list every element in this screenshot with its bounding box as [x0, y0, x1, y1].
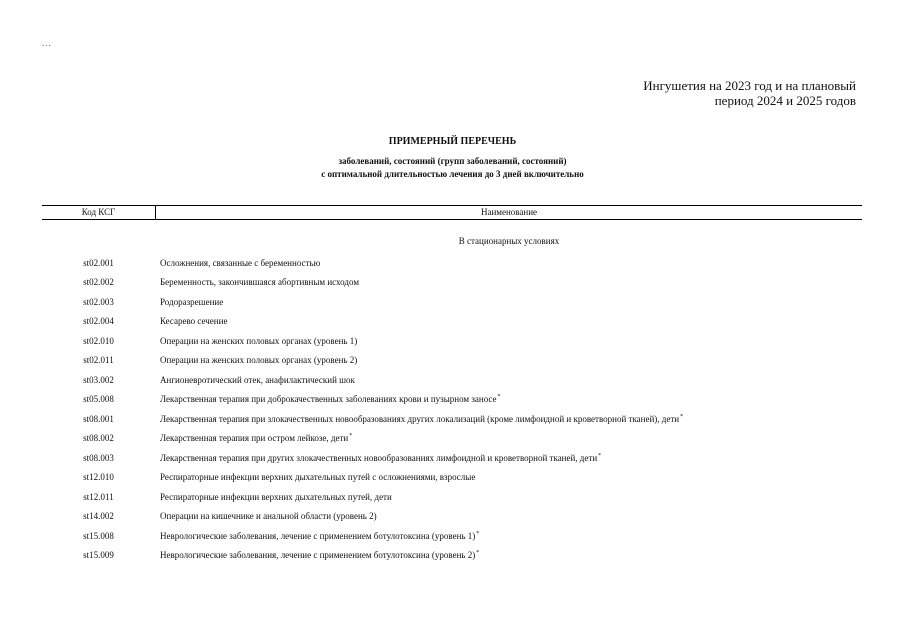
document-subtitle	[0, 155, 905, 181]
row-code: st12.010	[83, 472, 114, 483]
row-name-text: Операции на женских половых органах (уровень 2)	[160, 355, 358, 366]
column-header-code: Код КСГ	[42, 206, 156, 219]
row-name	[155, 492, 393, 502]
table-row	[42, 292, 872, 312]
row-name	[155, 394, 501, 404]
row-name-text: Кесарево сечение	[160, 316, 228, 327]
table-row	[42, 351, 872, 371]
footnote-marker: *	[476, 550, 480, 557]
row-name	[155, 316, 228, 326]
row-code: st12.011	[83, 491, 114, 502]
table-row	[42, 370, 872, 390]
table-row	[42, 526, 872, 546]
table-header	[42, 205, 862, 220]
row-code: st02.001	[83, 257, 114, 268]
row-code: st02.010	[83, 335, 114, 346]
page-mark: ...	[42, 38, 52, 48]
row-name	[155, 472, 476, 482]
row-code: st02.004	[83, 316, 114, 327]
table-row	[42, 429, 872, 449]
row-name	[155, 531, 479, 541]
row-name	[155, 433, 352, 443]
table-row	[42, 546, 872, 566]
row-name-text: Лекарственная терапия при других злокачественных новообразованиях лимфоидной и кроветворной тканей, дети	[160, 452, 598, 463]
row-code: st03.002	[83, 374, 114, 385]
row-name-text: Операции на кишечнике и анальной области (уровень 2)	[160, 511, 377, 522]
header-line-1: Ингушетия на 2023 год и на плановый	[643, 78, 856, 93]
table-row	[42, 312, 872, 332]
row-name	[155, 277, 360, 287]
table-row	[42, 273, 872, 293]
document-title: ПРИМЕРНЫЙ ПЕРЕЧЕНЬ	[388, 136, 517, 147]
row-code: st08.002	[83, 433, 114, 444]
row-name	[155, 297, 224, 307]
row-name-text: Операции на женских половых органах (уровень 1)	[160, 335, 358, 346]
table-row	[42, 390, 872, 410]
row-name-text: Лекарственная терапия при злокачественных новообразованиях других локализаций (кроме лимфоидной и кроветворной тканей), дети	[160, 413, 680, 424]
column-header-name: Наименование	[480, 207, 538, 217]
section-heading: В стационарных условиях	[458, 236, 560, 246]
row-code: st02.002	[83, 277, 114, 288]
table-body	[42, 253, 872, 565]
row-name-text: Лекарственная терапия при доброкачественных заболеваниях крови и пузырном заносе	[160, 394, 497, 405]
row-name-text: Неврологические заболевания, лечение с применением ботулотоксина (уровень 1)	[160, 530, 476, 541]
row-name-text: Родоразрешение	[160, 296, 224, 307]
row-code: st15.008	[83, 530, 114, 541]
document-header-right	[643, 78, 856, 108]
table-row	[42, 331, 872, 351]
row-code: st08.001	[83, 413, 114, 424]
table-row	[42, 253, 872, 273]
header-line-2: период 2024 и 2025 годов	[714, 93, 856, 108]
row-name	[155, 375, 356, 385]
footnote-marker: *	[680, 413, 684, 420]
table-row	[42, 448, 872, 468]
footnote-marker: *	[476, 530, 480, 537]
footnote-marker: *	[497, 394, 501, 401]
row-name	[155, 336, 358, 346]
row-name-text: Респираторные инфекции верхних дыхательных путей, дети	[160, 491, 392, 502]
row-code: st15.009	[83, 550, 114, 561]
footnote-marker: *	[598, 452, 602, 459]
row-code: st05.008	[83, 394, 114, 405]
row-name	[155, 355, 358, 365]
row-name	[155, 453, 601, 463]
row-name	[155, 414, 683, 424]
table-row	[42, 409, 872, 429]
row-name	[155, 258, 321, 268]
row-name-text: Осложнения, связанные с беременностью	[160, 257, 321, 268]
subtitle-line-1: заболеваний, состояний (групп заболеваний, состояний)	[338, 156, 567, 166]
table-row	[42, 468, 872, 488]
row-code: st02.011	[83, 355, 114, 366]
row-name-text: Ангионевротический отек, анафилактический шок	[160, 374, 355, 385]
subtitle-line-2: с оптимальной длительностью лечения до 3 дней включительно	[321, 169, 584, 179]
row-name-text: Респираторные инфекции верхних дыхательных путей с осложнениями, взрослые	[160, 472, 476, 483]
row-name	[155, 511, 378, 521]
table-row	[42, 507, 872, 527]
row-code: st14.002	[83, 511, 114, 522]
footnote-marker: *	[349, 433, 353, 440]
row-name-text: Беременность, закончившаяся абортивным исходом	[160, 277, 360, 288]
table-row	[42, 487, 872, 507]
row-name	[155, 550, 479, 560]
row-code: st08.003	[83, 452, 114, 463]
row-name-text: Неврологические заболевания, лечение с применением ботулотоксина (уровень 2)	[160, 550, 476, 561]
row-name-text: Лекарственная терапия при остром лейкозе, дети	[160, 433, 349, 444]
row-code: st02.003	[83, 296, 114, 307]
